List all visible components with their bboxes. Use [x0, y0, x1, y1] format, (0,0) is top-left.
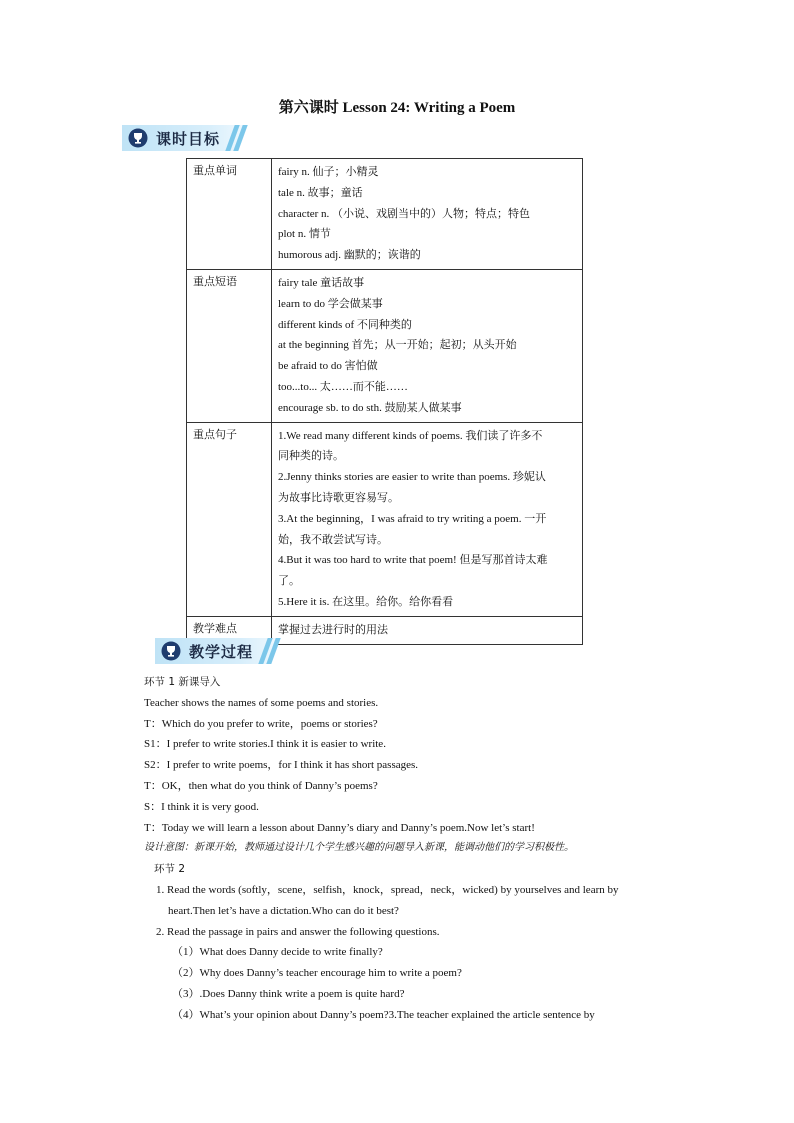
row-content: [272, 616, 583, 644]
row-header: 重点单词: [187, 159, 272, 270]
design-note: 设计意图：新课开始，教师通过设计几个学生感兴趣的问题导入新课，能调动他们的学习积极性。: [144, 842, 574, 854]
table-line: encourage sb. to do sth. 鼓励某人做某事: [278, 401, 462, 414]
table-line: 了。: [278, 575, 300, 588]
row-content: [272, 159, 583, 270]
table-line: humorous adj. 幽默的；诙谐的: [278, 249, 421, 262]
question-item: （2）Why does Danny’s teacher encourage him to write a poem?: [172, 967, 462, 980]
table-line: 1.We read many different kinds of poems. 我们读了许多不: [278, 429, 543, 442]
section-banner-goals: [122, 125, 244, 151]
table-line: character n. （小说、戏剧当中的）人物；特点；特色: [278, 207, 531, 220]
table-row: [187, 159, 583, 270]
question-item: （3）.Does Danny think write a poem is quite hard?: [172, 987, 405, 1000]
row-content: [272, 422, 583, 616]
table-line: 4.But it was too hard to write that poem! 但是写那首诗太难: [278, 554, 548, 567]
section-title-process: 教学过程: [189, 642, 254, 661]
process-line: T：OK，then what do you think of Danny’s poems?: [144, 779, 378, 792]
table-line: 始，我不敢尝试写诗。: [278, 533, 388, 546]
process-line: S：I think it is very good.: [144, 800, 259, 813]
process-line: S2：I prefer to write poems，for I think it has short passages.: [144, 759, 419, 772]
table-line: plot n. 情节: [278, 228, 331, 241]
table-line: 同种类的诗。: [278, 450, 344, 463]
table-line: fairy tale 童话故事: [278, 276, 365, 289]
goals-table: [186, 158, 583, 645]
process-line: S1：I prefer to write stories.I think it is easier to write.: [144, 738, 386, 751]
table-line: 5.Here it is. 在这里。给你。给你看看: [278, 595, 454, 608]
table-line: learn to do 学会做某事: [278, 297, 383, 310]
table-row: [187, 422, 583, 616]
process-line: T：Which do you prefer to write，poems or stories?: [144, 717, 378, 730]
row-header: 重点句子: [187, 422, 272, 616]
table-line: 为故事比诗歌更容易写。: [278, 491, 399, 504]
trophy-icon: [161, 641, 181, 661]
table-line: at the beginning 首先；从一开始；起初；从头开始: [278, 339, 517, 352]
table-line: different kinds of 不同种类的: [278, 318, 412, 331]
question-item: （4）What’s your opinion about Danny’s poem?3.The teacher explained the article sentence by: [172, 1008, 595, 1021]
process-line: Teacher shows the names of some poems and stories.: [144, 696, 379, 709]
process-line: T：Today we will learn a lesson about Danny’s diary and Danny’s poem.Now let’s start!: [144, 821, 535, 834]
trophy-icon: [128, 128, 148, 148]
table-row: [187, 269, 583, 422]
table-line: 2.Jenny thinks stories are easier to write than poems. 珍妮认: [278, 471, 546, 484]
row-header: 教学难点: [187, 616, 272, 644]
row-content: [272, 269, 583, 422]
list-item-continued: heart.Then let’s have a dictation.Who can do it best?: [168, 904, 399, 917]
row-header: 重点短语: [187, 269, 272, 422]
table-line: too...to... 太……而不能……: [278, 380, 408, 393]
table-line: fairy n. 仙子；小精灵: [278, 166, 379, 178]
table-line: 3.At the beginning，I was afraid to try writing a poem. 一开: [278, 512, 547, 525]
step-heading: 环节 1 新课导入: [144, 676, 221, 688]
process-body: [144, 672, 664, 1026]
list-item: 1. Read the words (softly，scene，selfish，knock，spread，neck，wicked) by yourselves and learn by: [156, 883, 619, 896]
step-heading: 环节 2: [154, 863, 186, 876]
table-line: tale n. 故事；童话: [278, 186, 363, 199]
list-item: 2. Read the passage in pairs and answer the following questions.: [156, 925, 440, 938]
question-item: （1）What does Danny decide to write finally?: [172, 946, 383, 959]
table-line: 掌握过去进行时的用法: [278, 623, 388, 636]
section-title-goals: 课时目标: [156, 129, 221, 148]
page-title: 第六课时 Lesson 24: Writing a Poem: [278, 100, 516, 116]
table-line: be afraid to do 害怕做: [278, 360, 378, 373]
section-banner-process: [155, 638, 277, 664]
